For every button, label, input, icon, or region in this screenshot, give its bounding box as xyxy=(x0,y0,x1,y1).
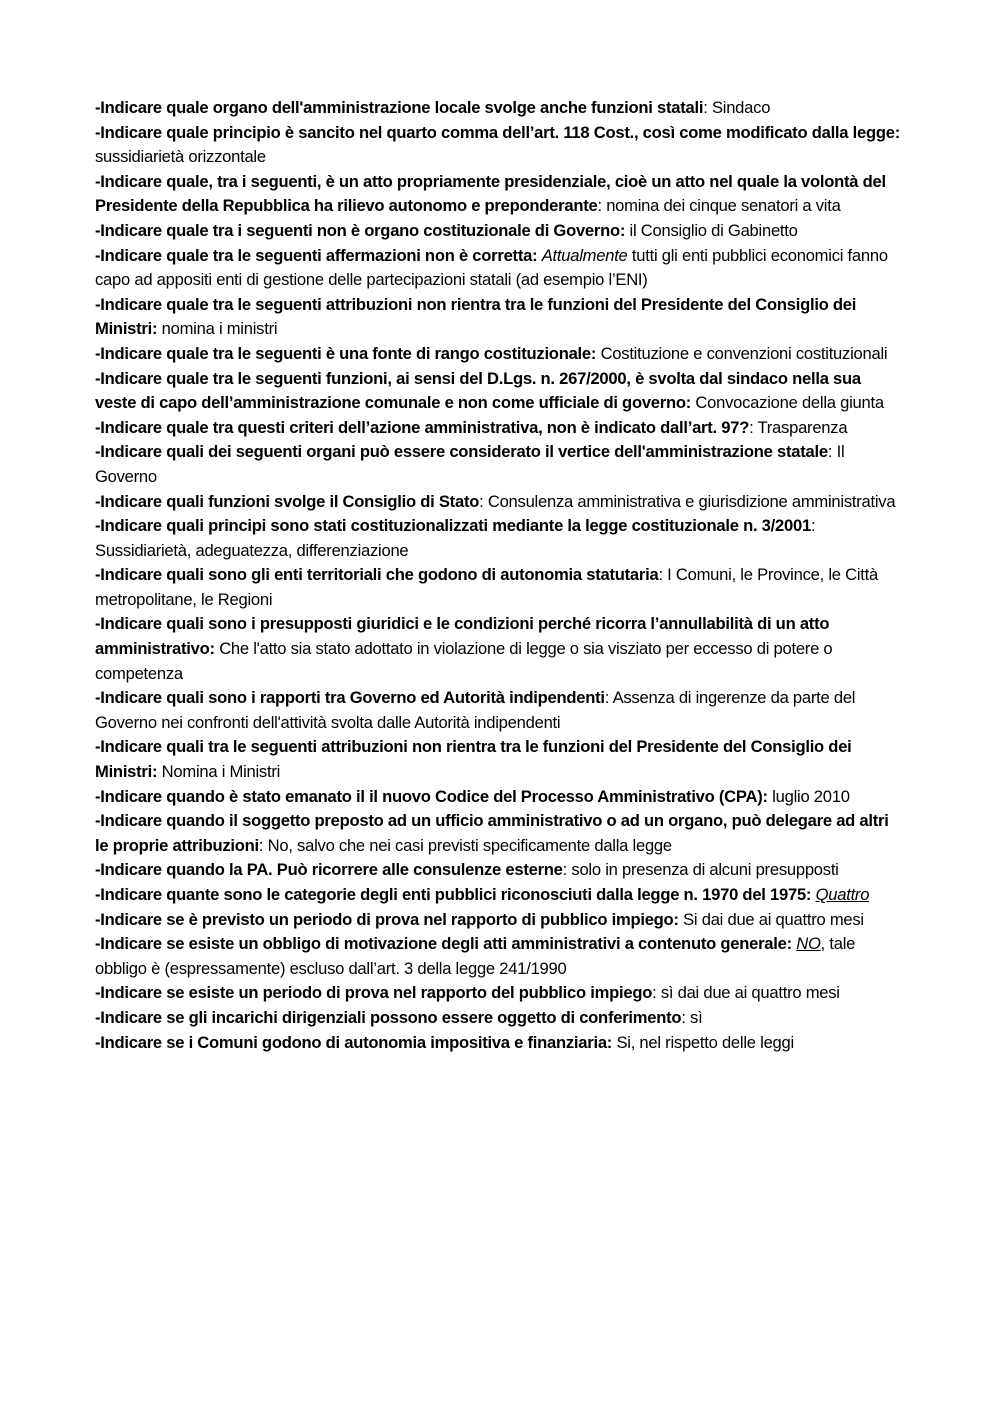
qa-item xyxy=(95,858,905,883)
answer: I Comuni, le Province, le Città metropolitane, le Regioni xyxy=(95,565,878,609)
qa-item xyxy=(95,490,905,515)
separator: : xyxy=(749,417,758,437)
separator: : xyxy=(597,196,607,216)
answer: solo in presenza di alcuni presupposti xyxy=(571,860,839,880)
answer: Si dai due ai quattro mesi xyxy=(683,909,864,929)
answer: No, salvo che nei casi previsti specificamente dalla legge xyxy=(267,835,672,855)
question: -Indicare quale tra le seguenti attribuzioni non rientra tra le funzioni del Presidente del Consiglio dei Ministri: xyxy=(95,294,857,339)
document-page xyxy=(95,96,905,1055)
qa-item xyxy=(95,563,905,612)
answer: il Consiglio di Gabinetto xyxy=(629,220,798,240)
question: -Indicare se gli incarichi dirigenziali possono essere oggetto di conferimento xyxy=(95,1007,682,1027)
separator: : xyxy=(658,565,668,585)
question: -Indicare quando è stato emanato il il nuovo Codice del Processo Amministrativo (CPA): xyxy=(95,786,768,806)
answer: Sindaco xyxy=(711,98,771,117)
answer-italic-underline: Quattro xyxy=(815,885,870,904)
question: -Indicare quale tra le seguenti funzioni, ai sensi del D.Lgs. n. 267/2000, è svolta dal sindaco nella sua veste di capo dell’amministrazione comunale e non come ufficiale di governo: xyxy=(95,368,861,413)
answer: sì dai due ai quattro mesi xyxy=(660,983,840,1003)
qa-item xyxy=(95,785,905,810)
separator: : xyxy=(703,98,712,117)
separator: : xyxy=(479,491,488,511)
question: -Indicare quale tra questi criteri dell’azione amministrativa, non è indicato dall’art. 97? xyxy=(95,417,750,437)
answer: Sussidiarietà, adeguatezza, differenziazione xyxy=(95,540,409,560)
question: -Indicare quale tra le seguenti è una fonte di rango costituzionale: xyxy=(95,343,597,363)
answer-italic-underline: NO xyxy=(796,934,821,954)
qa-item xyxy=(95,735,905,784)
answer: Assenza di ingerenze da parte del Governo nei confronti dell'attività svolta dalle Autorità indipendenti xyxy=(95,688,856,732)
qa-item xyxy=(95,342,905,367)
question: -Indicare quante sono le categorie degli enti pubblici riconosciuti dalla legge n. 1970 del 1975: xyxy=(95,885,812,904)
qa-item xyxy=(95,883,905,908)
question: -Indicare quando il soggetto preposto ad un ufficio amministrativo o ad un organo, può delegare ad altri le proprie attribuzioni xyxy=(95,811,889,855)
question: -Indicare quale organo dell'amministrazione locale svolge anche funzioni statali xyxy=(95,98,704,117)
answer: Che l'atto sia stato adottato in violazione di legge o sia visziato per eccesso di potere o competenza xyxy=(95,639,833,683)
question: -Indicare quali dei seguenti organi può essere considerato il vertice dell'amministrazione statale xyxy=(95,442,828,462)
answer: Si, nel rispetto delle leggi xyxy=(616,1032,794,1052)
question: -Indicare quale tra i seguenti non è organo costituzionale di Governo: xyxy=(95,220,626,240)
qa-item xyxy=(95,686,905,735)
answer: Consulenza amministrativa e giurisdizione amministrativa xyxy=(487,491,896,511)
question: -Indicare quale principio è sancito nel quarto comma dell’art. 118 Cost., così come modificato dalla legge: xyxy=(95,122,900,142)
question: -Indicare se i Comuni godono di autonomia impositiva e finanziaria: xyxy=(95,1032,613,1052)
question: -Indicare se esiste un obbligo di motivazione degli atti amministrativi a contenuto generale: xyxy=(95,934,792,954)
question: -Indicare quali tra le seguenti attribuzioni non rientra tra le funzioni del Presidente del Consiglio dei Ministri: xyxy=(95,737,852,782)
qa-item xyxy=(95,932,905,981)
qa-item xyxy=(95,1031,905,1056)
qa-item xyxy=(95,514,905,563)
separator: : xyxy=(258,835,268,855)
qa-item xyxy=(95,367,905,416)
qa-item xyxy=(95,293,905,342)
question: -Indicare quale, tra i seguenti, è un atto propriamente presidenziale, cioè un atto nel quale la volontà del Presidente della Repubblica ha rilievo autonomo e preponderante xyxy=(95,171,886,216)
qa-item xyxy=(95,219,905,244)
separator: : xyxy=(604,688,613,708)
separator: : xyxy=(652,983,661,1003)
answer: tutti gli enti pubblici economici fanno capo ad appositi enti di gestione delle partecipazioni statali (ad esempio l’ENI) xyxy=(95,245,888,290)
question: -Indicare quali sono i rapporti tra Governo ed Autorità indipendenti xyxy=(95,688,605,708)
qa-item xyxy=(95,440,905,489)
qa-item xyxy=(95,416,905,441)
answer: , tale obbligo è (espressamente) escluso dall’art. 3 della legge 241/1990 xyxy=(95,934,856,978)
answer: sì xyxy=(690,1007,703,1027)
answer: Il Governo xyxy=(95,442,845,486)
qa-item xyxy=(95,170,905,219)
answer: nomina i ministri xyxy=(161,319,278,339)
qa-item xyxy=(95,809,905,858)
separator: : xyxy=(827,442,837,462)
question: -Indicare quali sono i presupposti giuridici e le condizioni perché ricorra l’annullabilità di un atto amministrativo: xyxy=(95,614,830,659)
qa-item xyxy=(95,244,905,293)
separator: : xyxy=(562,860,572,880)
qa-item xyxy=(95,96,905,121)
question: -Indicare se esiste un periodo di prova nel rapporto del pubblico impiego xyxy=(95,983,653,1003)
qa-item xyxy=(95,121,905,170)
question: -Indicare se è previsto un periodo di prova nel rapporto di pubblico impiego: xyxy=(95,909,679,929)
qa-item xyxy=(95,981,905,1006)
question: -Indicare quale tra le seguenti affermazioni non è corretta: xyxy=(95,245,538,265)
qa-item xyxy=(95,612,905,686)
answer: Convocazione della giunta xyxy=(695,393,884,413)
answer-italic: Attualmente xyxy=(541,245,628,265)
qa-item xyxy=(95,908,905,933)
question: -Indicare quando la PA. Può ricorrere alle consulenze esterne xyxy=(95,860,563,880)
separator: : xyxy=(810,516,816,536)
answer: sussidiarietà orizzontale xyxy=(95,147,266,167)
answer: Costituzione e convenzioni costituzionali xyxy=(600,343,888,363)
qa-item xyxy=(95,1006,905,1031)
question: -Indicare quali sono gli enti territoriali che godono di autonomia statutaria xyxy=(95,565,659,585)
answer: luglio 2010 xyxy=(772,786,850,806)
separator: : xyxy=(681,1007,691,1027)
answer: Trasparenza xyxy=(757,417,848,437)
question: -Indicare quali funzioni svolge il Consiglio di Stato xyxy=(95,491,480,511)
answer: Nomina i Ministri xyxy=(161,762,281,782)
answer: nomina dei cinque senatori a vita xyxy=(606,196,841,216)
question: -Indicare quali principi sono stati costituzionalizzati mediante la legge costituzionale n. 3/2001 xyxy=(95,516,811,536)
